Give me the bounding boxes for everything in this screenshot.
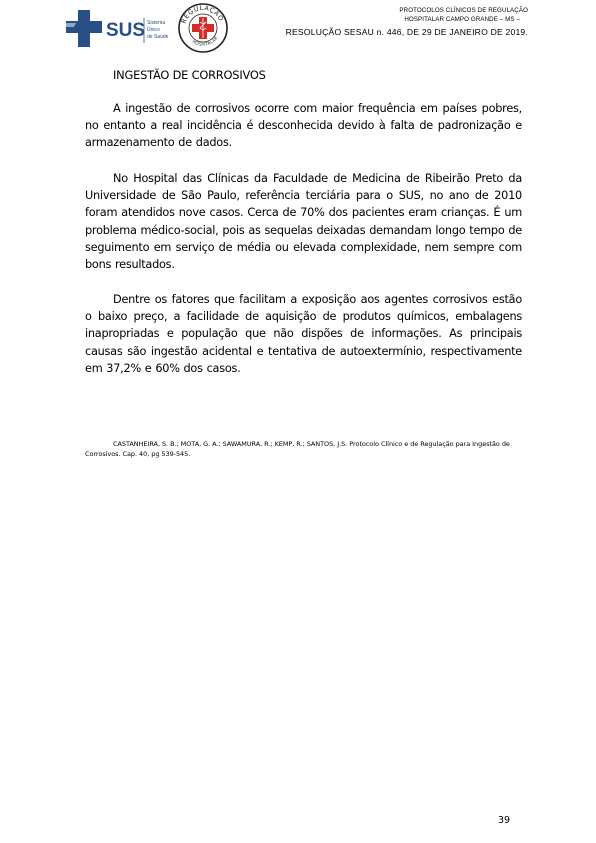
- sus-tagline-3: de Saúde: [147, 34, 169, 40]
- regulation-seal-logo: [176, 2, 230, 54]
- document-header: [286, 6, 528, 38]
- page-number: 39: [498, 815, 511, 826]
- paragraph-3: Dentre os fatores que facilitam a exposição aos agentes corrosivos estão o baixo preço, a facilidade de aquisição de produtos químicos, embalagens inapropriadas e população que não dispões de informações. As principais causas são ingestão acidental e tentativa de autoextermínio, respectivamente em 37,2% e 60% dos casos.: [85, 293, 522, 375]
- paragraph-2: No Hospital das Clínicas da Faculdade de Medicina de Ribeirão Preto da Universidade de São Paulo, referência terciária para o SUS, no ano de 2010 foram atendidos nove casos. Cerca de 70% dos pacientes eram crianças. É um problema médico-social, pois as sequelas deixadas demandam longo tempo de seguimento em serviço de média ou elevada complexidade, nem sempre com bons resultados.: [85, 172, 522, 272]
- sus-logo: [64, 9, 174, 49]
- sus-tagline-2: Único: [147, 27, 160, 33]
- section-title: INGESTÃO DE CORROSIVOS: [113, 68, 266, 82]
- header-title-line-2: HOSPITALAR CAMPO GRANDE – MS –: [404, 16, 520, 23]
- paragraph-1: A ingestão de corrosivos ocorre com maior frequência em países pobres, no entanto a real incidência é desconhecida devido à falta de padronização e armazenamento de dados.: [85, 102, 522, 150]
- sus-tagline-1: Sistema: [147, 20, 166, 26]
- seal-bottom-text: HOSPITALAR: [191, 35, 219, 47]
- reference-citation: CASTANHEIRA, S. B.; MOTA, G. A.; SAWAMURA, R.; KEMP, R.; SANTOS, J.S. Protocolo Clínico e de Regulação para Ingestão de Corrosivos. Cap. 40, pg 539-545.: [85, 440, 510, 458]
- header-resolution: RESOLUÇÃO SESAU n. 446, DE 29 DE JANEIRO DE 2019.: [285, 27, 528, 37]
- sus-wordmark: SUS: [106, 20, 146, 41]
- sus-cross-icon: [66, 10, 102, 47]
- seal-top-text: REGULAÇÃO: [179, 3, 226, 25]
- header-title-line-1: PROTOCOLOS CLÍNICOS DE REGULAÇÃO: [399, 7, 528, 14]
